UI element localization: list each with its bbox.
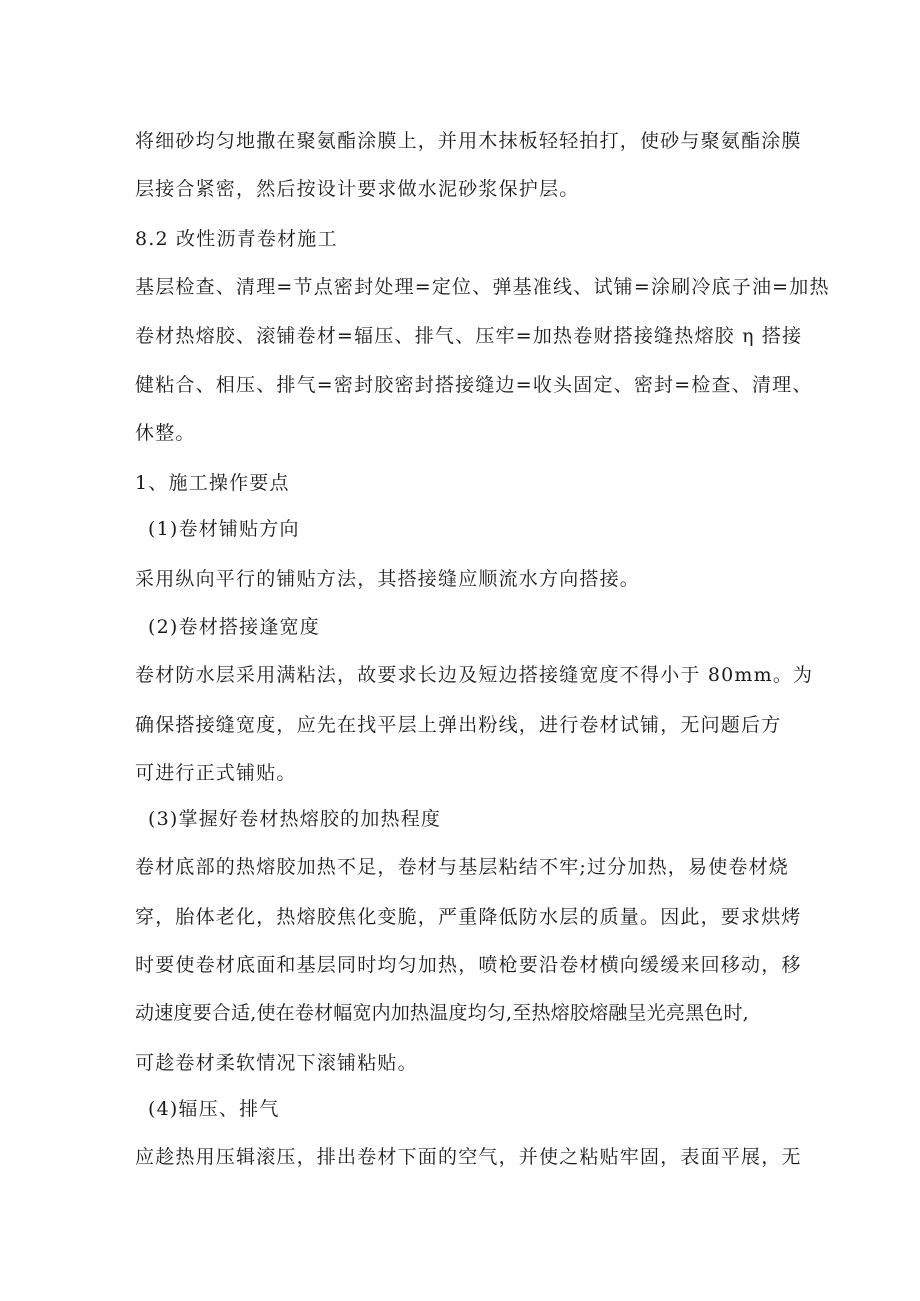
item-heading: (3)掌握好卷材热熔胶的加热程度 bbox=[148, 808, 442, 830]
subsection-heading: 1、施工操作要点 bbox=[135, 472, 290, 494]
text-line: 休整。 bbox=[135, 422, 196, 444]
item-heading: (1)卷材铺贴方向 bbox=[148, 518, 300, 540]
text-line: 应趁热用压辑滚压，排出卷材下面的空气，并使之粘贴牢固，表面平展，无 bbox=[135, 1146, 802, 1168]
text-line: 时要使卷材底面和基层同时均匀加热，喷枪要沿卷材横向缓缓来回移动，移 bbox=[135, 954, 802, 976]
text-line: 基层检查、清理=节点密封处理=定位、弹基准线、试铺=涂刷冷底子油=加热 bbox=[135, 276, 830, 298]
text-line: 确保搭接缝宽度，应先在找平层上弹出粉线，进行卷材试铺，无问题后方 bbox=[135, 714, 782, 736]
text-line: 可趁卷材柔软情况下滚铺粘贴。 bbox=[135, 1052, 418, 1074]
text-line: 动速度要合适,使在卷材幅宽内加热温度均匀,至热熔胶熔融呈光亮黑色时, bbox=[135, 1002, 749, 1024]
text-line: 卷材防水层采用满粘法，故要求长边及短边搭接缝宽度不得小于 80mm。为 bbox=[135, 664, 814, 686]
item-heading: (2)卷材搭接逢宽度 bbox=[148, 616, 320, 638]
section-heading: 8.2 改性沥青卷材施工 bbox=[135, 228, 338, 250]
text-line: 健粘合、相压、排气=密封胶密封搭接缝边=收头固定、密封=检查、清理、 bbox=[135, 374, 813, 396]
text-line: 穿，胎体老化，热熔胶焦化变脆，严重降低防水层的质量。因此，要求烘烤 bbox=[135, 906, 802, 928]
text-line: 卷材底部的热熔胶加热不足，卷材与基层粘结不牢;过分加热，易使卷材烧 bbox=[135, 856, 790, 878]
text-line: 采用纵向平行的铺贴方法，其搭接缝应顺流水方向搭接。 bbox=[135, 568, 641, 590]
text-line: 将细砂均匀地撒在聚氨酯涂膜上，并用木抹板轻轻拍打，使砂与聚氨酯涂膜 bbox=[135, 130, 802, 152]
text-line: 层接合紧密，然后按设计要求做水泥砂浆保护层。 bbox=[135, 178, 580, 200]
text-line: 可进行正式铺贴。 bbox=[135, 762, 297, 784]
item-heading: (4)辐压、排气 bbox=[148, 1098, 280, 1120]
text-line: 卷材热熔胶、滚铺卷材=辐压、排气、压牢=加热卷财搭接缝热熔胶 η 搭接 bbox=[135, 325, 803, 347]
